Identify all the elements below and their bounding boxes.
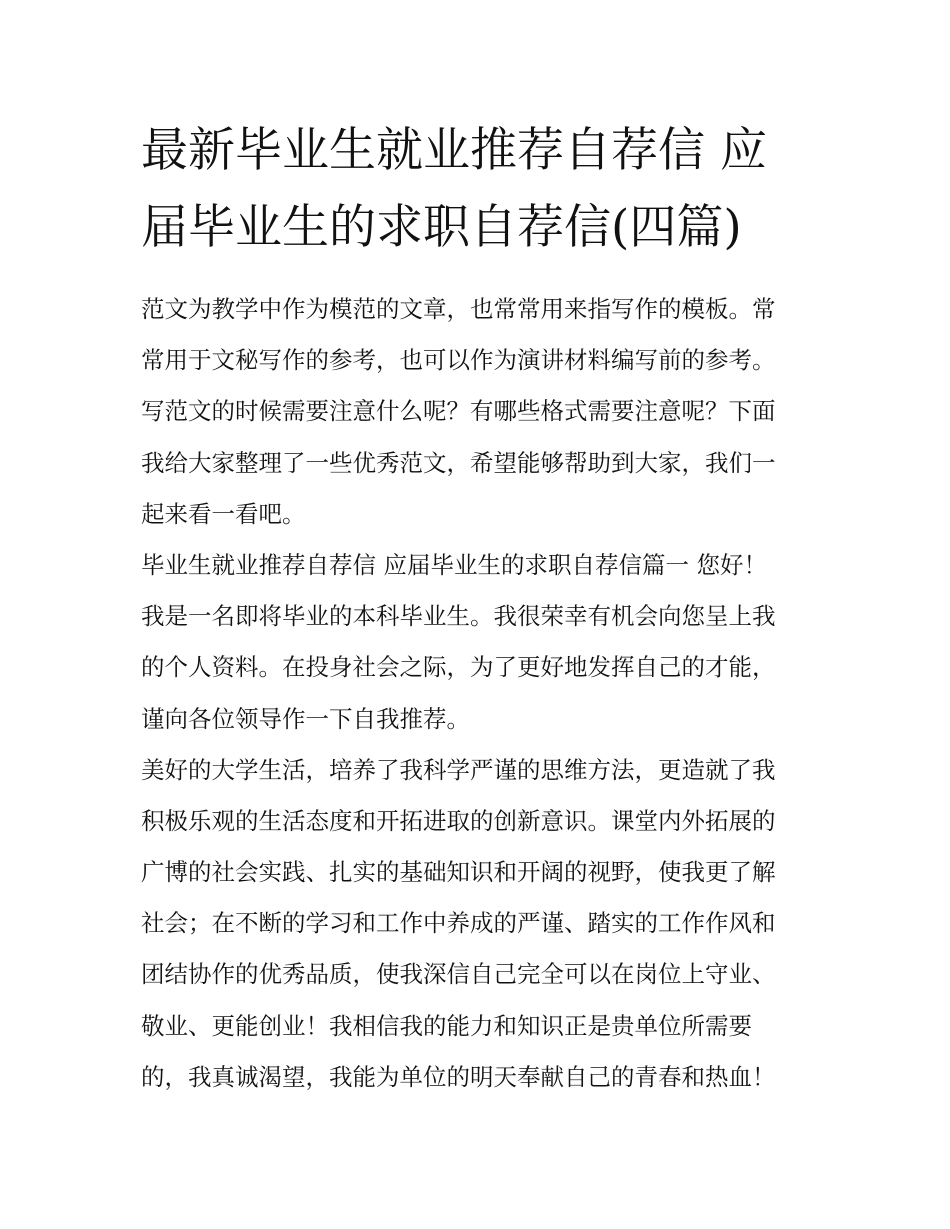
text-line: 积极乐观的生活态度和开拓进取的创新意识。课堂内外拓展的 — [141, 806, 776, 835]
paragraph-letter-opening — [141, 540, 816, 745]
text-line: 的个人资料。在投身社会之际，为了更好地发挥自己的才能， — [141, 653, 776, 682]
title-line: 最新毕业生就业推荐自荐信 应 — [141, 123, 767, 178]
text-line: 美好的大学生活，培养了我科学严谨的思维方法，更造就了我 — [141, 755, 776, 784]
document-page — [141, 112, 816, 1103]
paragraph-intro — [141, 284, 816, 540]
text-line: 谨向各位领导作一下自我推荐。 — [141, 704, 470, 733]
text-line: 常用于文秘写作的参考，也可以作为演讲材料编写前的参考。 — [141, 346, 776, 375]
document-body — [141, 284, 816, 1103]
title-line: 届毕业生的求职自荐信(四篇) — [141, 200, 742, 255]
document-title — [141, 112, 816, 266]
text-line: 社会；在不断的学习和工作中养成的严谨、踏实的工作作风和 — [141, 909, 776, 938]
text-line: 敬业、更能创业！我相信我的能力和知识正是贵单位所需要 — [141, 1011, 752, 1040]
text-line: 我是一名即将毕业的本科毕业生。我很荣幸有机会向您呈上我 — [141, 602, 776, 631]
text-line: 团结协作的优秀品质，使我深信自己完全可以在岗位上守业、 — [141, 960, 776, 989]
text-line: 范文为教学中作为模范的文章，也常常用来指写作的模板。常 — [141, 295, 776, 323]
paragraph-college-life — [141, 745, 816, 1103]
text-line: 起来看一看吧。 — [141, 499, 306, 528]
text-line: 写范文的时候需要注意什么呢？有哪些格式需要注意呢？下面 — [141, 397, 776, 426]
text-line: 的，我真诚渴望，我能为单位的明天奉献自己的青春和热血！ — [141, 1062, 776, 1091]
text-line: 毕业生就业推荐自荐信 应届毕业生的求职自荐信篇一 您好！ — [141, 550, 767, 579]
text-line: 广博的社会实践、扎实的基础知识和开阔的视野，使我更了解 — [141, 858, 776, 887]
text-line: 我给大家整理了一些优秀范文，希望能够帮助到大家，我们一 — [141, 448, 776, 477]
